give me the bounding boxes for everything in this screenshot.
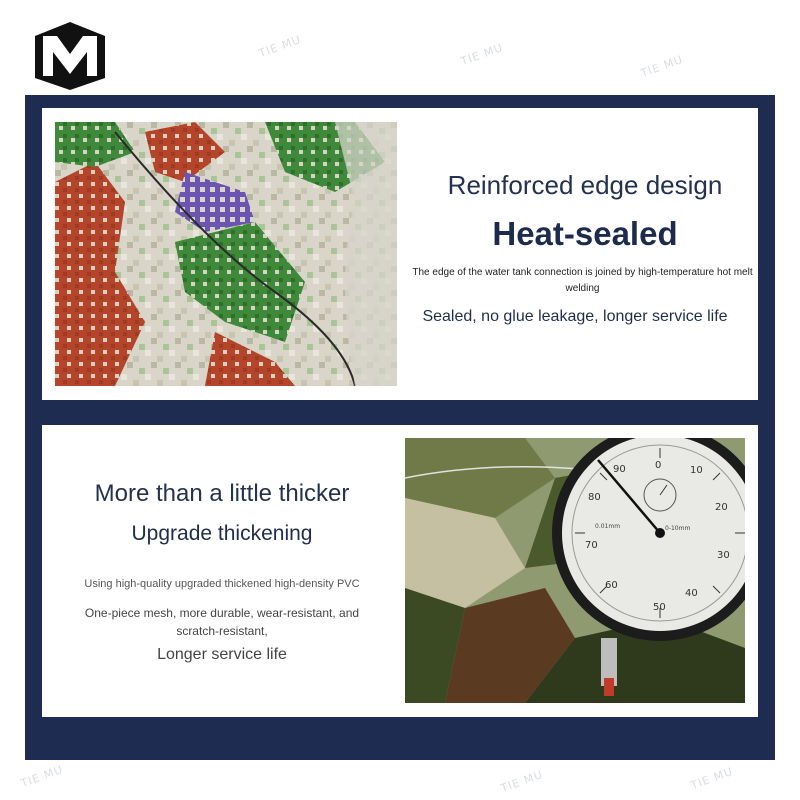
watermark: TIE MU xyxy=(459,40,505,69)
svg-text:80: 80 xyxy=(588,492,601,503)
thickness-section-subtitle: Upgrade thickening xyxy=(131,522,313,545)
thickness-section-material: Using high-quality upgraded thickened high-density PVC xyxy=(84,578,360,590)
watermark: TIE MU xyxy=(499,767,545,796)
svg-text:90: 90 xyxy=(613,464,626,475)
edge-section-subtitle: Heat-sealed xyxy=(492,215,678,252)
watermark: TIE MU xyxy=(689,764,735,793)
edge-section-highlight: Sealed, no glue leakage, longer service life xyxy=(422,308,728,325)
svg-text:30: 30 xyxy=(717,550,730,561)
thickness-section-title: More than a little thicker xyxy=(94,480,350,507)
watermark: TIE MU xyxy=(257,32,303,61)
gauge-range-label: 0-10mm xyxy=(665,525,691,532)
camo-fabric-photo xyxy=(55,122,397,386)
brand-logo-icon xyxy=(35,22,105,90)
thickness-section-highlight: Longer service life xyxy=(157,646,287,663)
svg-text:0: 0 xyxy=(655,460,662,471)
svg-text:10: 10 xyxy=(690,465,703,476)
edge-section-description: The edge of the water tank connection is joined by high-temperature hot melt welding xyxy=(412,267,753,294)
svg-text:40: 40 xyxy=(685,588,698,599)
watermark: TIE MU xyxy=(19,762,65,791)
watermark: TIE MU xyxy=(639,52,685,81)
svg-text:70: 70 xyxy=(585,540,598,551)
gauge-unit-label: 0.01mm xyxy=(595,523,621,530)
svg-text:20: 20 xyxy=(715,502,728,513)
thickness-gauge-photo xyxy=(405,438,745,703)
svg-text:50: 50 xyxy=(653,602,666,613)
thickness-section-features: One-piece mesh, more durable, wear-resistant, and scratch-resistant, xyxy=(84,606,360,638)
edge-section-title: Reinforced edge design xyxy=(447,170,723,200)
svg-text:60: 60 xyxy=(605,580,618,591)
